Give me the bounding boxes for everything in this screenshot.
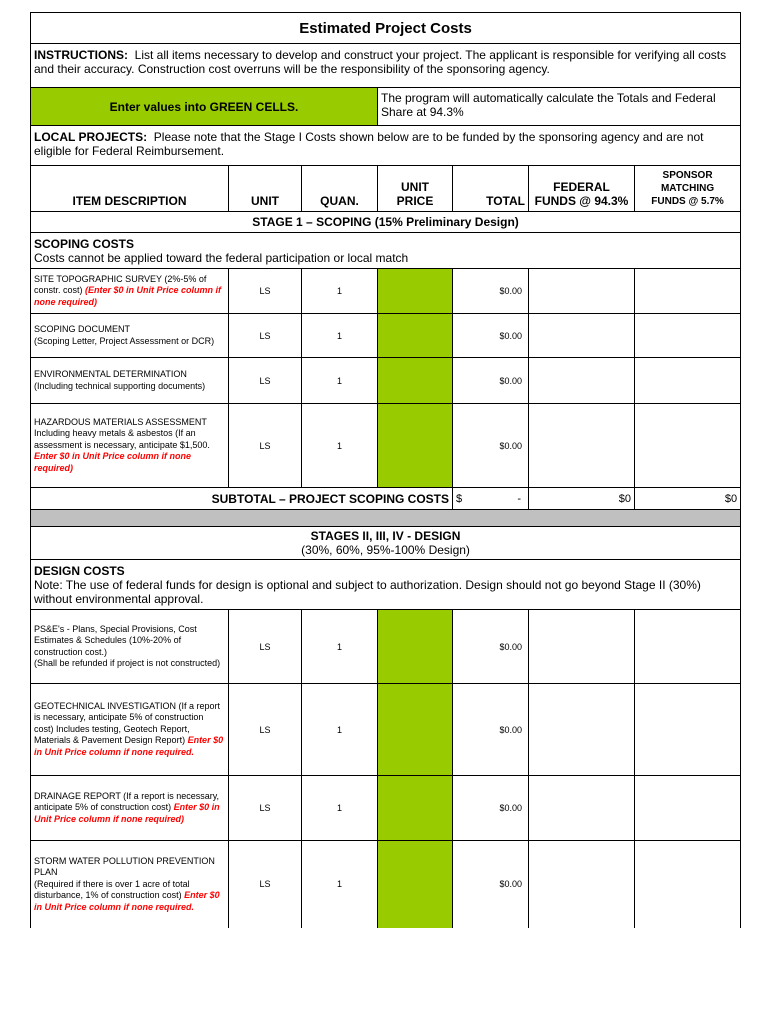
quantity-cell: 1 <box>302 269 378 314</box>
total-cell: $0.00 <box>453 610 529 684</box>
section-title: DESIGN COSTS <box>34 564 125 578</box>
col-unit-price: UNIT PRICE <box>378 166 453 212</box>
unit-price-input[interactable] <box>378 684 453 776</box>
local-projects-label: LOCAL PROJECTS: <box>34 130 148 144</box>
instructions-text: List all items necessary to develop and construct your project. The applicant is responsible for verifying all costs and their accuracy. Construction cost overruns will be the responsibility of the sponsoring agency. <box>34 48 727 76</box>
instructions-label: INSTRUCTIONS: <box>34 48 128 62</box>
col-quantity: QUAN. <box>302 166 378 212</box>
unit-cell: LS <box>229 841 302 928</box>
sponsor-funds-cell <box>635 841 741 928</box>
sponsor-funds-cell <box>635 776 741 841</box>
subtotal-federal: $0 <box>529 488 635 510</box>
unit-cell: LS <box>229 269 302 314</box>
scoping-subtotal-row <box>31 488 741 510</box>
unit-price-input[interactable] <box>378 404 453 488</box>
col-federal-funds: FEDERAL FUNDS @ 94.3% <box>529 166 635 212</box>
item-description: DRAINAGE REPORT (If a report is necessary, anticipate 5% of construction cost) Enter $0 in Unit Price column if none required) <box>31 776 229 841</box>
project-cost-sheet <box>30 12 740 928</box>
table-row <box>31 610 741 684</box>
total-cell: $0.00 <box>453 404 529 488</box>
table-row <box>31 314 741 358</box>
quantity-cell: 1 <box>302 358 378 404</box>
item-description: SCOPING DOCUMENT (Scoping Letter, Project Assessment or DCR) <box>31 314 229 358</box>
design-heading: STAGES II, III, IV - DESIGN (30%, 60%, 95%-100% Design) <box>31 527 741 560</box>
federal-funds-cell <box>529 314 635 358</box>
section-note: Note: The use of federal funds for design is optional and subject to authorization. Design should not go beyond Stage II (30%) without environmental approval. <box>34 578 701 606</box>
total-cell: $0.00 <box>453 269 529 314</box>
auto-calc-note: The program will automatically calculate the Totals and Federal Share at 94.3% <box>378 88 741 126</box>
local-projects-text: Please note that the Stage I Costs shown below are to be funded by the sponsoring agency and are not eligible for Federal Reimbursement. <box>34 130 704 158</box>
total-cell: $0.00 <box>453 314 529 358</box>
federal-funds-cell <box>529 358 635 404</box>
quantity-cell: 1 <box>302 841 378 928</box>
local-projects-note <box>31 126 741 166</box>
item-description: STORM WATER POLLUTION PREVENTION PLAN (Required if there is over 1 acre of total disturbance, 1% of construction cost) Enter $0 in Unit Price column if none required. <box>31 841 229 928</box>
green-cells-note: Enter values into GREEN CELLS. <box>31 88 378 126</box>
total-cell: $0.00 <box>453 684 529 776</box>
sponsor-funds-cell <box>635 269 741 314</box>
unit-price-input[interactable] <box>378 314 453 358</box>
quantity-cell: 1 <box>302 684 378 776</box>
quantity-cell: 1 <box>302 314 378 358</box>
scoping-costs-section <box>31 233 741 269</box>
item-description: SITE TOPOGRAPHIC SURVEY (2%-5% of constr. cost) (Enter $0 in Unit Price column if none required) <box>31 269 229 314</box>
unit-cell: LS <box>229 358 302 404</box>
unit-price-input[interactable] <box>378 841 453 928</box>
col-unit: UNIT <box>229 166 302 212</box>
page-title: Estimated Project Costs <box>31 13 741 44</box>
quantity-cell: 1 <box>302 404 378 488</box>
sponsor-funds-cell <box>635 358 741 404</box>
unit-cell: LS <box>229 776 302 841</box>
col-item-description: ITEM DESCRIPTION <box>31 166 229 212</box>
section-divider <box>31 510 741 527</box>
unit-cell: LS <box>229 314 302 358</box>
stage1-heading: STAGE 1 – SCOPING (15% Preliminary Design) <box>31 212 741 233</box>
total-cell: $0.00 <box>453 776 529 841</box>
sponsor-funds-cell <box>635 314 741 358</box>
instructions <box>31 44 741 88</box>
federal-funds-cell <box>529 404 635 488</box>
unit-cell: LS <box>229 404 302 488</box>
design-items <box>31 610 741 928</box>
quantity-cell: 1 <box>302 610 378 684</box>
unit-price-input[interactable] <box>378 269 453 314</box>
unit-cell: LS <box>229 684 302 776</box>
col-sponsor-matching: SPONSOR MATCHING FUNDS @ 5.7% <box>635 166 741 212</box>
cost-table <box>30 12 741 928</box>
required-note: Enter $0 in Unit Price column if none required) <box>34 451 192 473</box>
table-row <box>31 684 741 776</box>
column-header-row <box>31 166 741 212</box>
subtotal-sponsor: $0 <box>635 488 741 510</box>
design-costs-section <box>31 560 741 610</box>
sponsor-funds-cell <box>635 404 741 488</box>
table-row <box>31 776 741 841</box>
table-row <box>31 404 741 488</box>
stage1-items <box>31 269 741 488</box>
required-note: (Enter $0 in Unit Price column if none required) <box>34 285 222 307</box>
table-row <box>31 358 741 404</box>
total-cell: $0.00 <box>453 358 529 404</box>
subtotal-total: $ - <box>453 488 529 510</box>
federal-funds-cell <box>529 610 635 684</box>
federal-funds-cell <box>529 841 635 928</box>
item-description: PS&E's - Plans, Special Provisions, Cost Estimates & Schedules (10%-20% of construction cost.) (Shall be refunded if project is not constructed) <box>31 610 229 684</box>
sponsor-funds-cell <box>635 610 741 684</box>
required-note: Enter $0 in Unit Price column if none required. <box>34 890 220 912</box>
total-cell: $0.00 <box>453 841 529 928</box>
sponsor-funds-cell <box>635 684 741 776</box>
unit-price-input[interactable] <box>378 610 453 684</box>
col-total: TOTAL <box>453 166 529 212</box>
required-note: Enter $0 in Unit Price column if none required. <box>34 735 224 757</box>
federal-funds-cell <box>529 269 635 314</box>
required-note: Enter $0 in Unit Price column if none required) <box>34 802 220 824</box>
item-description: ENVIRONMENTAL DETERMINATION (Including technical supporting documents) <box>31 358 229 404</box>
unit-price-input[interactable] <box>378 776 453 841</box>
item-description: GEOTECHNICAL INVESTIGATION (If a report is necessary, anticipate 5% of construction cost) Includes testing, Geotech Report, Materials & Pavement Design Report) Enter $0 in Unit Price column if none required. <box>31 684 229 776</box>
section-title: SCOPING COSTS <box>34 237 135 251</box>
unit-price-input[interactable] <box>378 358 453 404</box>
federal-funds-cell <box>529 776 635 841</box>
section-note: Costs cannot be applied toward the federal participation or local match <box>34 251 409 265</box>
federal-funds-cell <box>529 684 635 776</box>
quantity-cell: 1 <box>302 776 378 841</box>
unit-cell: LS <box>229 610 302 684</box>
table-row <box>31 269 741 314</box>
subtotal-label: SUBTOTAL – PROJECT SCOPING COSTS <box>31 488 453 510</box>
table-row <box>31 841 741 928</box>
item-description: HAZARDOUS MATERIALS ASSESSMENT Including heavy metals & asbestos (If an assessment is necessary, anticipate $1,500. Enter $0 in Unit Price column if none required) <box>31 404 229 488</box>
